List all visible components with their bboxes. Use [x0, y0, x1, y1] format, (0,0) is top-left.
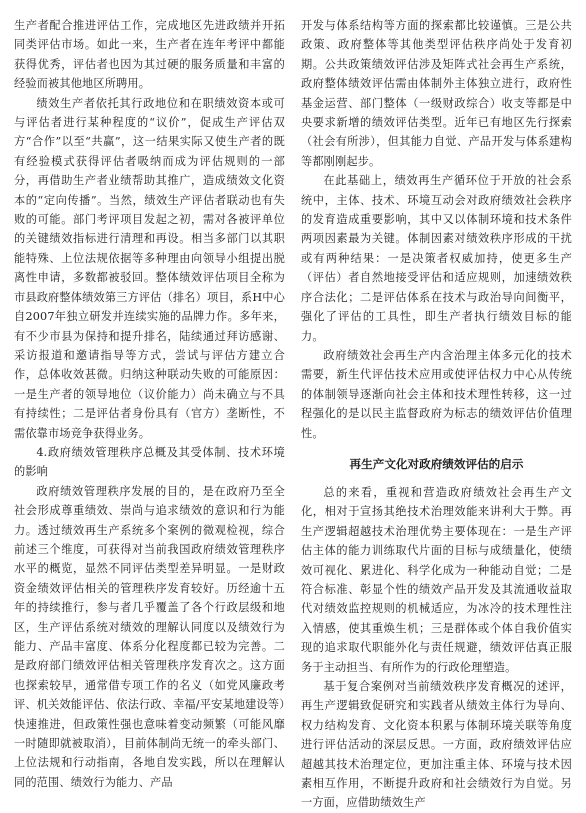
left-column	[14, 16, 285, 789]
paragraph: 总的来看，重视和营造政府绩效社会再生产文化，相对于宣扬其绝技术治理效能来讲利大于弊。再生产逻辑超越技术治理优势主要体现在：一是生产评估主体的能力训练取代片面的目标与成绩量化，使绩效可视化、累进化、科学化成为一种能动自觉；二是符合标准、彰显个性的绩效产品开发及其流通收益取代对绩效监控规则的机械适应，为冰冷的技术理性注入情感，使其重焕生机；三是群体或个体自我价值实现的追求取代职能外化与责任规避，绩效评估真正服务于主动担当、有所作为的行政伦理塑造。	[301, 485, 572, 674]
section-heading: 再生产文化对政府绩效评估的启示	[349, 456, 524, 471]
paragraph: 生产者配合推进评估工作，完成地区先进政绩并开拓同类评估市场。如此一来，生产者在连年考评中都能获得优秀，评估者也因为其过硬的服务质量和丰富的经验而被其他地区所聘用。	[14, 19, 285, 91]
paragraph: 绩效生产者依托其行政地位和在职绩效资本或可与评估者进行某种程度的“议价”，促成生产评估双方“合作”以至“共赢”，这一结果实际又使生产者的既有经验模式获得评估者吸纳而成为评估规则的一部分，再借助生产者业绩帮助其推广，造成绩效文化资本的“定向传播”。当然，绩效生产评估者联动也有失败的可能。部门考评项目发起之初，需对各被评单位的关键绩效指标进行清理和再设。相当多部门以其职能特殊、上位法规依据等多种理由向领导小组提出脱离性申请，多数都被驳回。整体绩效评估项目全称为市县政府整体绩效第三方评估（排名）项目，系H中心自2007年独立研发并连续实施的品牌力作。多年来，有不少市县为保持和提升排名，陆续通过拜访感谢、采访报道和邀请指导等方式，尝试与评估方建立合作，总体收效甚微。归纳这种联动失败的可能原因：一是生产者的领导地位（议价能力）尚未确立与不具有持续性；二是评估者身份具有（官方）垄断性，不需依靠市场竞争获得业务。	[14, 96, 285, 440]
right-column	[301, 16, 572, 810]
paragraph: 在此基础上，绩效再生产循环位于开放的社会系统中，主体、技术、环境互动会对政府绩效社会秩序的发育造成重要影响，其中又以体制环境和技术条件两项因素最为关键。体制因素对绩效秩序形成的干扰或有两种结果：一是决策者权威加持，使更多生产（评估）者自然地接受评估和适应规则，加速绩效秩序合法化；二是评估体系在技术与政治导向间衡平，强化了评估的工具性，即生产者执行绩效目标的能力。	[301, 174, 572, 343]
paragraph: 政府绩效管理秩序发展的目的，是在政府乃至全社会形成尊重绩效、崇尚与追求绩效的意识和行为能力。透过绩效再生产系统多个案例的微观检视，综合前述三个维度，可获得对当前我国政府绩效管理秩序水平的概览，显然不同评估类型差异明显。一是财政资金绩效评估相关的管理秩序发育较好。历经逾十五年的持续推行，参与者几乎覆盖了各个行政层级和地区，生产评估系统对绩效的理解认同度以及绩效行为能力、产品丰富度、体系分化程度都已较为完善。二是政府部门绩效评估相关管理秩序发育次之。这方面也探索较早，通常借专项工作的名义（如党风廉政考评、机关效能评估、依法行政、幸福/平安某地建设等）快速推进，但政策性强也意味着变动频繁（可能风靡一时随即就被取消），目前体制尚无统一的牵头部门、上位法规和行动指南，各地自发实践，所以在理解认同的范围、绩效行为能力、产品	[14, 484, 285, 789]
section-subheading: 4.政府绩效管理秩序总概及其受体制、技术环境的影响	[14, 445, 285, 479]
paragraph: 开发与体系结构等方面的探索都比较谨慎。三是公共政策、政府整体等其他类型评估秩序尚处于发育初期。公共政策绩效评估涉及矩阵式社会再生产系统，政府整体绩效评估需由体制外主体独立进行，政府性基金运营、部门整体（一级财政综合）收支等都是中央要求新增的绩效评估类型。近年已有地区先行探索（社会有所涉），但其能力自觉、产品开发与体系建构等都刚刚起步。	[301, 19, 572, 168]
paragraph: 政府绩效社会再生产内含治理主体多元化的技术需要，新生代评估技术应用或使评估权力中心从传统的体制领导逐渐向社会主体和技术理性转移，这一过程强化的是以民主监督政府为标志的绩效评估价值理性。	[301, 348, 572, 440]
paragraph: 基于复合案例对当前绩效秩序发育概况的述评，再生产逻辑致促研究和实践者从绩效主体行为导向、权力结构发育、文化资本积累与体制环境关联等角度进行评估活动的深层反思。一方面，政府绩效评估应超越其技术治理定位，更加注重主体、环境与技术因素相互作用，不断提升政府和社会绩效行为自觉。另一方面，应借助绩效生产	[301, 680, 572, 810]
